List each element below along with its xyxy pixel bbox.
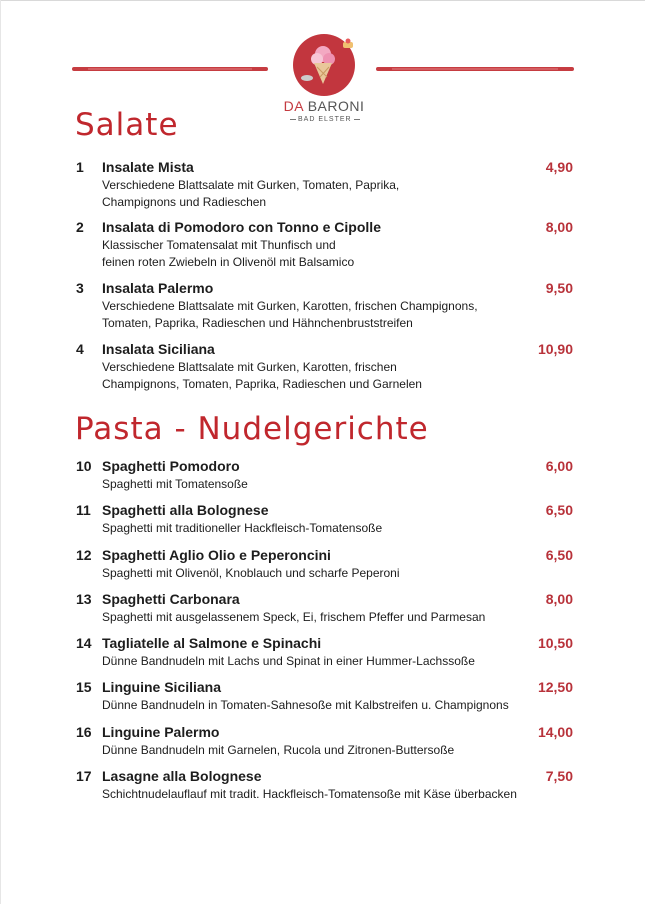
logo-location: BAD ELSTER	[288, 116, 360, 123]
item-number: 4	[76, 341, 84, 357]
item-description-line: feinen roten Zwiebeln in Olivenöl mit Balsamico	[102, 255, 355, 269]
item-description	[102, 298, 478, 332]
logo-name-part1: DA	[283, 98, 304, 114]
decorative-brush-stroke-right	[376, 67, 574, 71]
item-description	[102, 237, 354, 271]
item-description-line: Spaghetti mit Olivenöl, Knoblauch und scharfe Peperoni	[102, 566, 400, 580]
logo-name	[282, 98, 366, 114]
page-border-top	[0, 0, 645, 1]
item-description	[102, 786, 517, 803]
item-description-line: Spaghetti mit Tomatensoße	[102, 477, 248, 491]
item-description-line: Dünne Bandnudeln mit Lachs und Spinat in einer Hummer-Lachssoße	[102, 654, 475, 668]
item-price: 12,50	[537, 679, 573, 695]
item-name: Insalata di Pomodoro con Tonno e Cipolle	[102, 219, 381, 235]
item-price: 4,90	[545, 159, 573, 175]
item-price: 6,50	[545, 547, 573, 563]
section-title-pasta: Pasta - Nudelgerichte	[75, 411, 429, 447]
item-number: 11	[76, 502, 91, 518]
item-description-line: Verschiedene Blattsalate mit Gurken, Karotten, frischen	[102, 360, 397, 374]
item-number: 15	[76, 679, 92, 695]
item-name: Insalata Siciliana	[102, 341, 215, 357]
item-description-line: Champignons und Radieschen	[102, 195, 267, 209]
item-description	[102, 359, 422, 393]
ice-cream-cone-icon	[293, 34, 355, 96]
item-description-line: Verschiedene Blattsalate mit Gurken, Tomaten, Paprika,	[102, 178, 400, 192]
item-price: 6,50	[545, 502, 573, 518]
item-name: Insalata Palermo	[102, 280, 214, 296]
item-number: 10	[76, 458, 92, 474]
item-description-line: Champignons, Tomaten, Paprika, Radieschen und Garnelen	[102, 377, 422, 391]
item-name: Spaghetti alla Bolognese	[102, 502, 269, 518]
item-description	[102, 697, 509, 714]
item-description-line: Tomaten, Paprika, Radieschen und Hähnchenbruststreifen	[102, 316, 413, 330]
item-price: 9,50	[545, 280, 573, 296]
item-name: Tagliatelle al Salmone e Spinachi	[102, 635, 322, 651]
item-number: 2	[76, 219, 84, 235]
item-name: Spaghetti Carbonara	[102, 591, 240, 607]
item-name: Spaghetti Pomodoro	[102, 458, 240, 474]
item-description-line: Dünne Bandnudeln in Tomaten-Sahnesoße mit Kalbstreifen u. Champignons	[102, 698, 509, 712]
item-price: 14,00	[537, 724, 573, 740]
item-description	[102, 565, 400, 582]
item-number: 16	[76, 724, 92, 740]
item-description	[102, 476, 248, 493]
item-number: 13	[76, 591, 92, 607]
item-description	[102, 653, 475, 670]
item-price: 6,00	[545, 458, 573, 474]
item-description	[102, 609, 485, 626]
item-description	[102, 742, 454, 759]
item-name: Linguine Siciliana	[102, 679, 222, 695]
item-description-line: Schichtnudelauflauf mit tradit. Hackfleisch-Tomatensoße mit Käse überbacken	[102, 787, 517, 801]
item-description-line: Spaghetti mit traditioneller Hackfleisch-Tomatensoße	[102, 521, 383, 535]
item-name: Linguine Palermo	[102, 724, 220, 740]
decorative-brush-stroke-left	[72, 67, 268, 71]
item-description-line: Dünne Bandnudeln mit Garnelen, Rucola und Zitronen-Buttersoße	[102, 743, 455, 757]
logo-name-part2: BARONI	[307, 98, 365, 114]
item-number: 1	[76, 159, 84, 175]
item-description	[102, 177, 399, 211]
item-number: 17	[76, 768, 92, 784]
item-name: Lasagne alla Bolognese	[102, 768, 262, 784]
item-name: Insalate Mista	[102, 159, 194, 175]
item-description-line: Verschiedene Blattsalate mit Gurken, Karotten, frischen Champignons,	[102, 299, 478, 313]
item-price: 8,00	[545, 591, 573, 607]
item-number: 14	[76, 635, 92, 651]
item-number: 12	[76, 547, 92, 563]
item-name: Spaghetti Aglio Olio e Peperoncini	[102, 547, 331, 563]
page-border-left	[0, 0, 1, 904]
section-title-salate: Salate	[75, 107, 179, 143]
item-price: 10,50	[537, 635, 573, 651]
restaurant-logo	[282, 32, 366, 130]
item-description-line: Spaghetti mit ausgelassenem Speck, Ei, frischem Pfeffer und Parmesan	[102, 610, 486, 624]
item-description	[102, 520, 382, 537]
item-price: 7,50	[545, 768, 573, 784]
item-price: 10,90	[537, 341, 573, 357]
item-description-line: Klassischer Tomatensalat mit Thunfisch und	[102, 238, 336, 252]
item-price: 8,00	[545, 219, 573, 235]
item-number: 3	[76, 280, 84, 296]
